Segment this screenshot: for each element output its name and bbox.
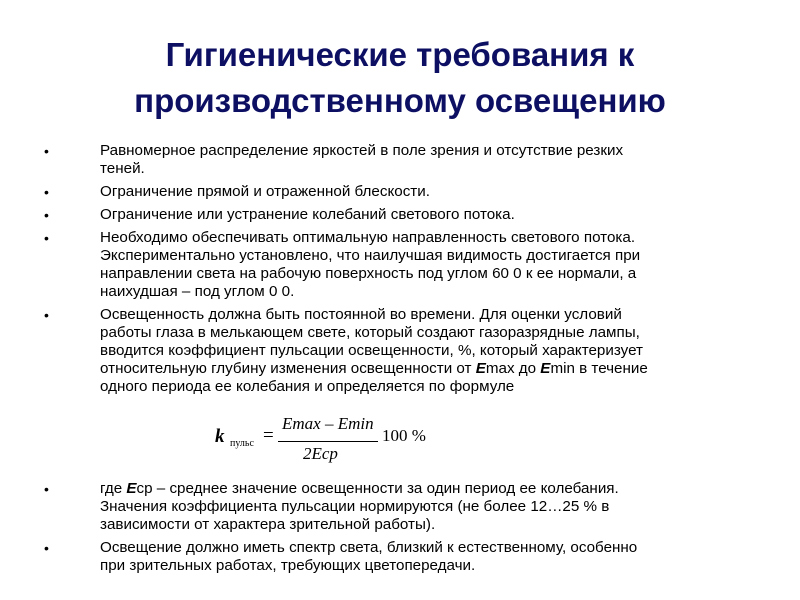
bullet-text-line: при зрительных работах, требующих цветопередачи. (100, 557, 476, 574)
bullet-text-line (100, 480, 740, 498)
bullet-text-line: Освещенность должна быть постоянной во времени. Для оценки условий (100, 306, 622, 323)
bullet-dot: • (44, 184, 49, 200)
bullet-text-line: вводится коэффициент пульсации освещенности, %, который характеризует (100, 342, 643, 359)
formula-k: k (215, 426, 225, 447)
slide-title (40, 32, 760, 124)
bullet-dot: • (44, 307, 49, 323)
bullet-text-line: Значения коэффициента пульсации нормируются (не более 12…25 % в (100, 498, 610, 515)
title-line-1: Гигиенические требования к (165, 36, 635, 73)
formula-fraction-bar (278, 441, 378, 442)
text-run: max до (485, 360, 541, 377)
text-run: относительную глубину изменения освещенности от (100, 360, 476, 377)
formula-multiplier: 100 % (382, 426, 426, 445)
bullet-text-line: одного периода ее колебания и определяется по формуле (100, 378, 515, 395)
bullet-item-5 (0, 306, 740, 396)
formula-denominator: 2Eср (303, 444, 338, 463)
bullet-item-3 (0, 206, 740, 224)
bullet-dot: • (44, 143, 49, 159)
title-line-2: производственному освещению (134, 82, 666, 119)
bullet-text-line: Освещение должно иметь спектр света, близкий к естественному, особенно (100, 539, 638, 556)
bullet-text-line: Ограничение прямой и отраженной блескости. (100, 183, 430, 200)
formula-k-subscript: пульс (230, 438, 254, 449)
bullet-dot: • (44, 230, 49, 246)
bullet-dot: • (44, 207, 49, 223)
bullet-item-4 (0, 229, 740, 301)
bullet-dot: • (44, 540, 49, 556)
bullet-item-2 (0, 183, 740, 201)
bullet-text-line: Необходимо обеспечивать оптимальную направленность светового потока. (100, 229, 636, 246)
bullet-text-line (100, 360, 740, 378)
bullet-item-7 (0, 539, 740, 575)
symbol-e: E (475, 360, 486, 377)
bullet-list (0, 142, 800, 575)
pulsation-formula (0, 414, 800, 474)
bullet-text-line: Равномерное распределение яркостей в поле зрения и отсутствие резких (100, 142, 624, 159)
bullet-text-line: Экспериментально установлено, что наилучшая видимость достигается при (100, 247, 641, 264)
symbol-e: E (540, 360, 551, 377)
formula-numerator: Emax – Emin (282, 414, 374, 433)
bullet-text-line: теней. (100, 160, 145, 177)
bullet-text-line: направлении света на рабочую поверхность под углом 60 0 к ее нормали, а (100, 265, 637, 282)
text-run: где (100, 480, 127, 497)
symbol-e: E (126, 480, 137, 497)
bullet-text-line: наихудшая – под углом 0 0. (100, 283, 295, 300)
bullet-item-6 (0, 480, 740, 534)
text-run: ср – среднее значение освещенности за один период ее колебания. (136, 480, 619, 497)
bullet-text-line: Ограничение или устранение колебаний светового потока. (100, 206, 515, 223)
formula-equals: = (263, 425, 274, 446)
bullet-text-line: работы глаза в мелькающем свете, который создают газоразрядные лампы, (100, 324, 640, 341)
text-run: min в течение (550, 360, 648, 377)
bullet-item-1 (0, 142, 740, 178)
bullet-dot: • (44, 481, 49, 497)
bullet-text-line: зависимости от характера зрительной работы). (100, 516, 436, 533)
